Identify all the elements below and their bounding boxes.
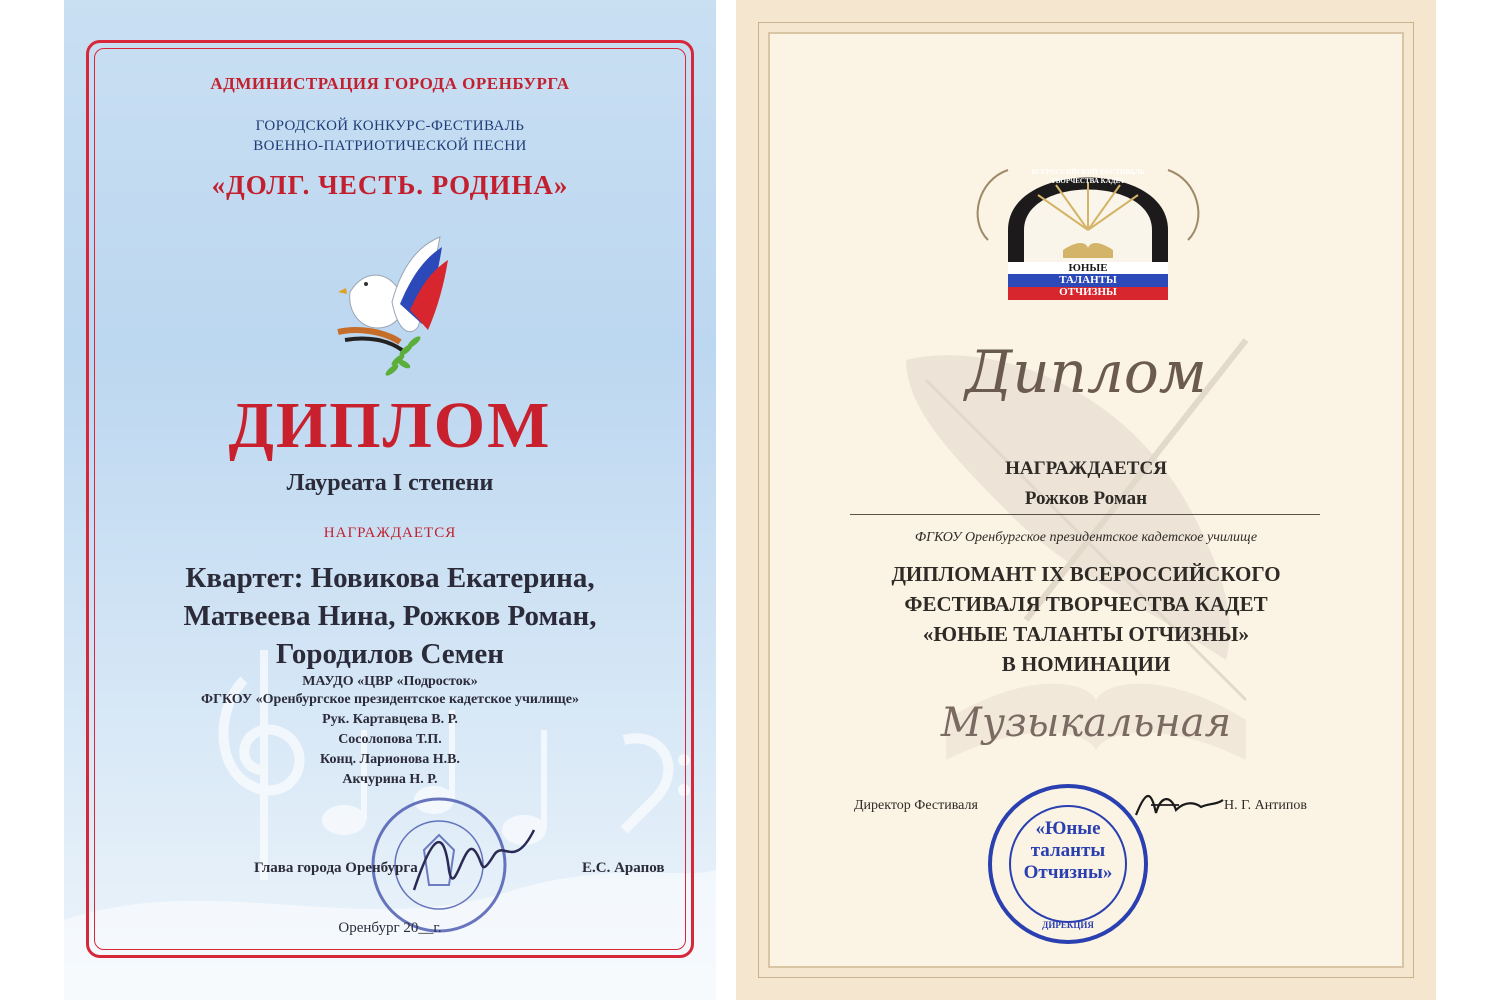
organization-line: МАУДО «ЦВР «Подросток» xyxy=(302,674,478,689)
award-line: В НОМИНАЦИИ xyxy=(1001,652,1171,676)
recipient-line: Квартет: Новикова Екатерина, xyxy=(185,562,595,594)
contest-motto: «ДОЛГ. ЧЕСТЬ. РОДИНА» xyxy=(211,170,569,200)
signatory-title: Глава города Оренбурга xyxy=(254,860,418,876)
contest-line-2: ВОЕННО-ПАТРИОТИЧЕСКОЙ ПЕСНИ xyxy=(253,138,527,154)
organization-line: Конц. Ларионова Н.В. xyxy=(320,752,460,767)
director-title: Директор Фестиваля xyxy=(854,798,978,813)
city-date: Оренбург 20__г. xyxy=(338,920,442,936)
signature-icon xyxy=(404,810,544,910)
award-line: ФЕСТИВАЛЯ ТВОРЧЕСТВА КАДЕТ xyxy=(904,592,1268,616)
recipient-line: Городилов Семен xyxy=(275,638,505,670)
emblem-banner-text xyxy=(1008,262,1168,298)
dove-emblem-icon xyxy=(330,232,460,387)
award-line: «ЮНЫЕ ТАЛАНТЫ ОТЧИЗНЫ» xyxy=(922,622,1250,646)
organization-line: ФГКОУ «Оренбургское президентское кадетское училище» xyxy=(201,692,579,707)
stamp-text-line: Отчизны» xyxy=(1023,862,1113,883)
laureate-degree: Лауреата I степени xyxy=(286,470,494,496)
recipient-line: Матвеева Нина, Рожков Роман, xyxy=(183,600,597,632)
contest-line-1: ГОРОДСКОЙ КОНКУРС-ФЕСТИВАЛЬ xyxy=(255,118,525,134)
nomination-name: Музыкальная xyxy=(940,700,1232,746)
organization-line: Акчурина Н. Р. xyxy=(342,772,438,787)
emblem-banner-line: ЮНЫЕ xyxy=(1068,262,1108,274)
diploma-title: Диплом xyxy=(965,338,1207,406)
award-line: ДИПЛОМАНТ IX ВСЕРОССИЙСКОГО xyxy=(891,562,1281,586)
organization-line: Рук. Картавцева В. Р. xyxy=(322,712,458,727)
divider xyxy=(850,514,1320,515)
recipient-name: Рожков Роман xyxy=(1024,488,1148,509)
left-certificate xyxy=(64,0,716,1000)
emblem-arc-text: ВСЕРОССИЙСКИЙ ФЕСТИВАЛЬ ТВОРЧЕСТВА КАДЕТ xyxy=(1031,168,1145,185)
stamp-bottom-text: ДИРЕКЦИЯ xyxy=(1042,920,1094,930)
organization-line: Сосолопова Т.П. xyxy=(338,732,442,747)
emblem-banner-line: ОТЧИЗНЫ xyxy=(1059,286,1117,298)
diploma-title: ДИПЛОМ xyxy=(228,389,552,462)
emblem-banner-line: ТАЛАНТЫ xyxy=(1059,274,1117,286)
director-name: Н. Г. Антипов xyxy=(1224,798,1307,813)
stamp-text-line: таланты xyxy=(1030,840,1106,861)
stamp-text-line: «Юные xyxy=(1035,818,1101,839)
awarded-label: НАГРАЖДАЕТСЯ xyxy=(1005,458,1167,479)
administration-heading: АДМИНИСТРАЦИЯ ГОРОДА ОРЕНБУРГА xyxy=(210,74,570,93)
right-certificate xyxy=(736,0,1436,1000)
awarded-label: НАГРАЖДАЕТСЯ xyxy=(323,525,457,541)
stamp-center-text xyxy=(1008,818,1128,884)
signatory-name: Е.С. Арапов xyxy=(582,860,665,876)
school-name: ФГКОУ Оренбургское президентское кадетское училище xyxy=(914,530,1258,545)
